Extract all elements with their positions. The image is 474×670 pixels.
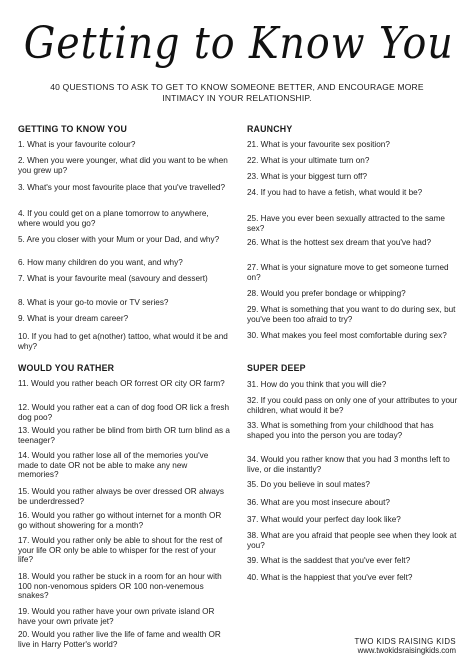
section-heading-getting-to-know-you: GETTING TO KNOW YOU: [18, 124, 128, 134]
question-item: 21. What is your favourite sex position?: [247, 140, 390, 149]
footer-brand: TWO KIDS RAISING KIDS: [354, 637, 456, 646]
question-item: 3. What's your most favourite place that you've travelled?: [18, 183, 226, 192]
section-heading-raunchy: RAUNCHY: [247, 124, 293, 134]
question-item: 30. What makes you feel most comfortable during sex?: [247, 331, 447, 340]
question-item: 29. What is something that you want to do during sex, but you've been too afraid to try?: [247, 305, 456, 324]
question-item: 35. Do you believe in soul mates?: [247, 480, 370, 489]
footer-url[interactable]: www.twokidsraisingkids.com: [357, 646, 456, 656]
question-item: 38. What are you afraid that people see when they look at you?: [247, 531, 457, 550]
question-item: 7. What is your favourite meal (savoury and dessert): [18, 274, 208, 283]
question-item: 18. Would you rather be stuck in a room for an hour with 100 non-venomous spiders OR 100 non-venemous snakes?: [18, 572, 222, 601]
question-item: 11. Would you rather beach OR forrest OR city OR farm?: [18, 379, 225, 388]
question-item: 23. What is your biggest turn off?: [247, 172, 367, 181]
question-item: 10. If you had to get a(nother) tattoo, what would it be and why?: [18, 332, 228, 351]
question-item: 25. Have you ever been sexually attracted to the same sex?: [247, 214, 445, 233]
page-title: Getting to Know You: [23, 18, 454, 69]
question-item: 5. Are you closer with your Mum or your Dad, and why?: [18, 235, 220, 244]
question-item: 33. What is something from your childhood that has shaped you into the person you are today?: [247, 421, 434, 440]
question-item: 12. Would you rather eat a can of dog food OR lick a fresh dog poo?: [18, 403, 230, 422]
question-item: 28. Would you prefer bondage or whipping?: [247, 289, 406, 298]
question-item: 9. What is your dream career?: [18, 314, 129, 323]
page-subtitle: 40 QUESTIONS TO ASK TO GET TO KNOW SOMEONE BETTER, AND ENCOURAGE MORE INTIMACY IN YOUR RELATIONSHIP.: [50, 82, 424, 103]
question-item: 31. How do you think that you will die?: [247, 380, 387, 389]
question-item: 32. If you could pass on only one of your attributes to your children, what would it be?: [247, 396, 458, 415]
question-item: 8. What is your go-to movie or TV series?: [18, 298, 169, 307]
question-item: 36. What are you most insecure about?: [247, 498, 390, 507]
question-item: 22. What is your ultimate turn on?: [247, 156, 370, 165]
question-item: 27. What is your signature move to get someone turned on?: [247, 263, 449, 282]
question-item: 2. When you were younger, what did you want to be when you grew up?: [18, 156, 228, 175]
question-item: 24. If you had to have a fetish, what would it be?: [247, 188, 423, 197]
question-item: 16. Would you rather go without internet for a month OR go without showering for a month?: [18, 511, 222, 530]
question-item: 4. If you could get on a plane tomorrow to anywhere, where would you go?: [18, 209, 209, 228]
question-item: 20. Would you rather live the life of fame and wealth OR live in Harry Potter's world?: [18, 630, 221, 649]
question-item: 34. Would you rather know that you had 3 months left to live, or die instantly?: [247, 455, 450, 474]
section-heading-would-you-rather: WOULD YOU RATHER: [18, 363, 115, 373]
question-item: 13. Would you rather be blind from birth OR turn blind as a teenager?: [18, 426, 230, 445]
question-item: 39. What is the saddest that you've ever felt?: [247, 556, 411, 565]
footer: [300, 637, 456, 656]
section-heading-super-deep: SUPER DEEP: [247, 363, 306, 373]
question-item: 19. Would you rather have your own private island OR have your own private jet?: [18, 607, 215, 626]
question-item: 17. Would you rather only be able to shout for the rest of your life OR only be able to whisper for the rest of your life?: [18, 536, 223, 565]
question-item: 6. How many children do you want, and why?: [18, 258, 183, 267]
question-item: 14. Would you rather lose all of the memories you've made to date OR not be able to make any new memories?: [18, 451, 209, 480]
question-item: 40. What is the happiest that you've ever felt?: [247, 573, 413, 582]
question-item: 26. What is the hottest sex dream that you've had?: [247, 238, 432, 247]
question-item: 1. What is your favourite colour?: [18, 140, 136, 149]
question-item: 15. Would you rather always be over dressed OR always be underdressed?: [18, 487, 224, 506]
question-item: 37. What would your perfect day look like?: [247, 515, 401, 524]
